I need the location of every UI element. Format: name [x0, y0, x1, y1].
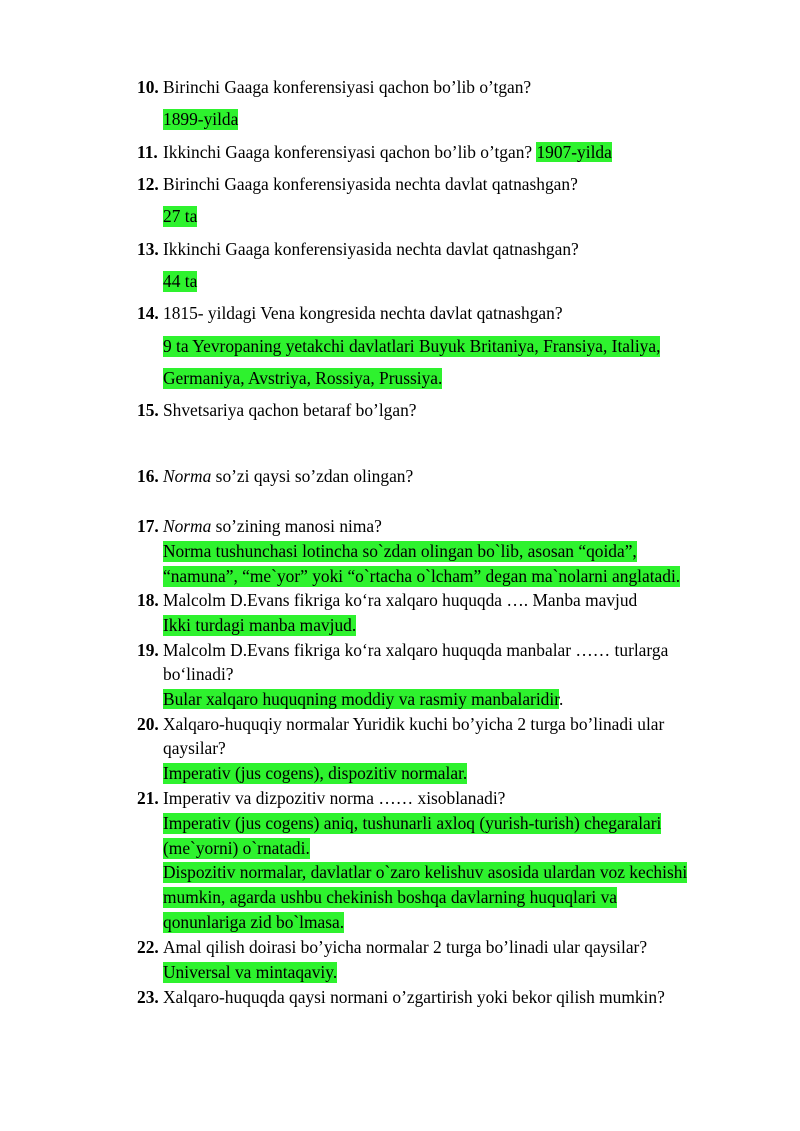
item-number: 18. — [137, 590, 159, 610]
answer-line — [163, 689, 563, 710]
item-number: 15. — [137, 400, 159, 420]
answer-highlight: Dispozitiv normalar, davlatlar o`zaro kelishuv asosida ulardan voz kechishi — [163, 862, 688, 882]
answer-highlight: “namuna”, “me`yor” yoki “o`rtacha o`lcham” degan ma`nolarni anglatadi. — [163, 566, 681, 586]
answer-highlight: Imperativ (jus cogens) aniq, tushunarli axloq (yurish-turish) chegaralari — [163, 813, 662, 833]
answer-highlight: Norma tushunchasi lotincha so`zdan olingan bo`lib, asosan “qoida”, — [163, 541, 637, 561]
answer-highlight: Ikki turdagi manba mavjud. — [163, 615, 357, 635]
question-label: Ikkinchi Gaaga konferensiyasi qachon bo’lib o’tgan? — [163, 142, 533, 162]
question-text: Xalqaro-huquqda qaysi normani o’zgartirish yoki bekor qilish mumkin? — [163, 987, 665, 1007]
question-text: Shvetsariya qachon betaraf bo’lgan? — [163, 400, 417, 420]
item-number: 14. — [137, 303, 159, 323]
question-text: 1815- yildagi Vena kongresida nechta davlat qatnashgan? — [163, 303, 563, 323]
answer-highlight: qonunlariga zid bo`lmasa. — [163, 912, 345, 932]
answer-highlight: 27 ta — [163, 206, 198, 226]
question-text — [163, 466, 413, 487]
answer-highlight: mumkin, agarda ushbu chekinish boshqa davlarning huquqlari va — [163, 887, 617, 907]
question-text: Malcolm D.Evans fikriga ko‘ra xalqaro huquqda …. Manba mavjud — [163, 590, 638, 610]
question-emphasis: Norma — [163, 516, 212, 536]
answer-highlight: 1899-yilda — [163, 109, 239, 129]
item-number: 12. — [137, 174, 159, 194]
question-text: Birinchi Gaaga konferensiyasida nechta davlat qatnashgan? — [163, 174, 578, 194]
answer-highlight: Universal va mintaqaviy. — [163, 962, 338, 982]
answer-highlight: 9 ta Yevropaning yetakchi davlatlari Buyuk Britaniya, Fransiya, Italiya, — [163, 336, 661, 356]
question-label: so’zining manosi nima? — [211, 516, 382, 536]
item-number: 10. — [137, 77, 159, 97]
answer-highlight: 1907-yilda — [536, 142, 612, 162]
question-text: Amal qilish doirasi bo’yicha normalar 2 turga bo’linadi ular qaysilar? — [163, 937, 648, 957]
question-label: so’zi qaysi so’zdan olingan? — [211, 466, 414, 486]
question-text: Malcolm D.Evans fikriga ko‘ra xalqaro huquqda manbalar …… turlarga — [163, 640, 669, 660]
question-text — [163, 142, 612, 163]
question-text: Imperativ va dizpozitiv norma …… xisoblanadi? — [163, 788, 506, 808]
question-text: Ikkinchi Gaaga konferensiyasida nechta davlat qatnashgan? — [163, 239, 579, 259]
answer-highlight: (me`yorni) o`rnatadi. — [163, 838, 310, 858]
item-number: 16. — [137, 466, 159, 486]
item-number: 17. — [137, 516, 159, 536]
item-number: 20. — [137, 714, 159, 734]
item-number: 11. — [137, 142, 158, 162]
item-number: 19. — [137, 640, 159, 660]
question-text — [163, 516, 382, 537]
question-text-continued: bo‘linadi? — [163, 664, 234, 684]
question-emphasis: Norma — [163, 466, 212, 486]
question-text: Xalqaro-huquqiy normalar Yuridik kuchi bo’yicha 2 turga bo’linadi ular — [163, 714, 665, 734]
answer-highlight: Imperativ (jus cogens), dispozitiv normalar. — [163, 763, 468, 783]
answer-highlight: 44 ta — [163, 271, 198, 291]
answer-highlight: Germaniya, Avstriya, Rossiya, Prussiya. — [163, 368, 443, 388]
item-number: 22. — [137, 937, 159, 957]
answer-tail: . — [559, 689, 564, 709]
question-text-continued: qaysilar? — [163, 738, 226, 758]
item-number: 23. — [137, 987, 159, 1007]
question-text: Birinchi Gaaga konferensiyasi qachon bo’lib o’tgan? — [163, 77, 532, 97]
item-number: 13. — [137, 239, 159, 259]
item-number: 21. — [137, 788, 159, 808]
answer-highlight: Bular xalqaro huquqning moddiy va rasmiy manbalaridir — [163, 689, 560, 709]
